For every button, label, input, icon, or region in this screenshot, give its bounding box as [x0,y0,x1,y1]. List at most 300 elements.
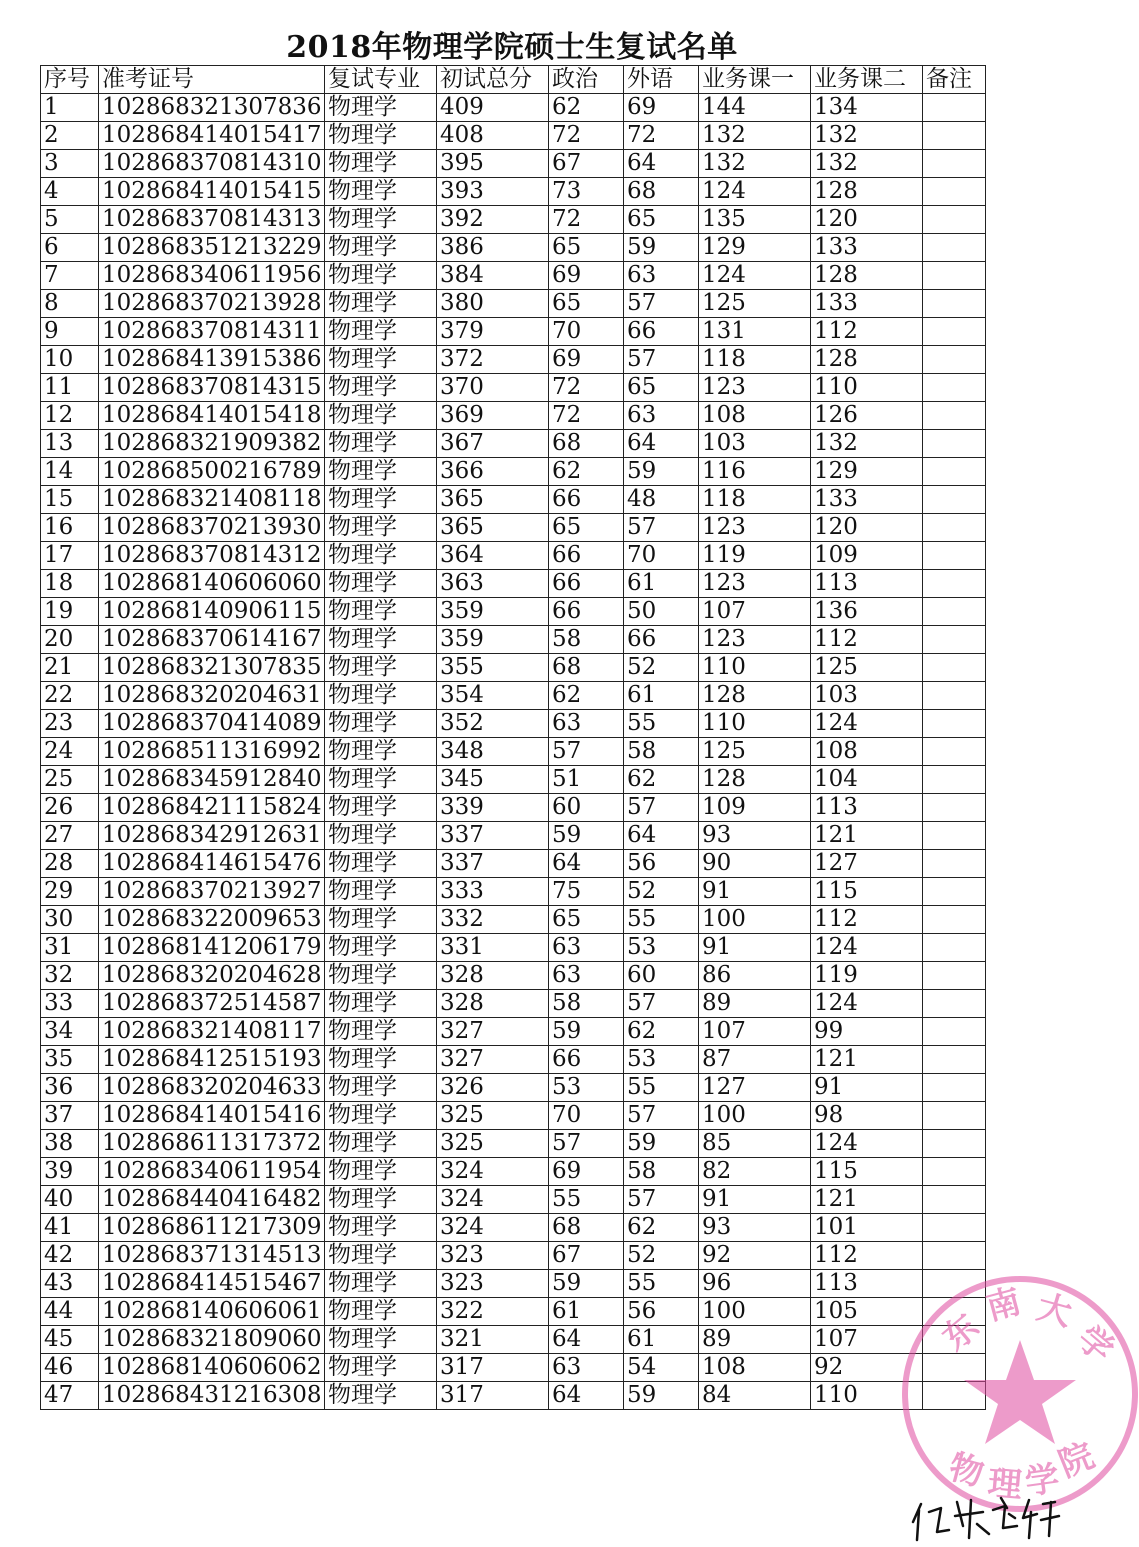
table-cell [923,654,986,682]
table-cell: 37 [41,1102,99,1130]
column-header: 业务课二 [811,66,923,94]
table-cell [923,1186,986,1214]
table-row [41,906,986,934]
table-cell [923,682,986,710]
table-cell: 120 [811,514,923,542]
table-row [41,1382,986,1410]
table-cell: 物理学 [325,738,437,766]
table-cell: 92 [811,1354,923,1382]
table-cell: 102868511316992 [99,738,325,766]
table-cell: 125 [699,290,811,318]
table-cell: 102868611217309 [99,1214,325,1242]
table-cell: 102868321408118 [99,486,325,514]
table-cell: 7 [41,262,99,290]
table-cell: 102868372514587 [99,990,325,1018]
table-cell: 54 [624,1354,699,1382]
table-cell [923,402,986,430]
table-cell: 66 [624,626,699,654]
table-cell [923,906,986,934]
table-cell: 327 [437,1046,549,1074]
table-cell: 102868370414089 [99,710,325,738]
table-cell: 133 [811,486,923,514]
table-cell: 34 [41,1018,99,1046]
table-cell: 366 [437,458,549,486]
table-cell: 物理学 [325,178,437,206]
table-cell [923,94,986,122]
table-cell: 328 [437,990,549,1018]
table-cell: 58 [549,990,624,1018]
table-cell: 19 [41,598,99,626]
table-cell: 26 [41,794,99,822]
table-cell: 354 [437,682,549,710]
table-cell [923,150,986,178]
table-cell: 100 [699,906,811,934]
table-cell: 121 [811,822,923,850]
table-cell: 386 [437,234,549,262]
table-cell: 55 [624,710,699,738]
table-cell: 物理学 [325,1102,437,1130]
table-cell [923,822,986,850]
table-cell: 102868321909382 [99,430,325,458]
table-row [41,682,986,710]
table-cell: 66 [624,318,699,346]
table-row [41,766,986,794]
table-cell: 物理学 [325,1242,437,1270]
table-cell [923,710,986,738]
table-cell: 28 [41,850,99,878]
table-cell: 56 [624,1298,699,1326]
table-cell: 102868370614167 [99,626,325,654]
table-cell: 369 [437,402,549,430]
table-cell: 75 [549,878,624,906]
table-cell: 113 [811,570,923,598]
table-cell: 102868370814310 [99,150,325,178]
table-cell [923,1018,986,1046]
table-cell: 33 [41,990,99,1018]
table-cell: 物理学 [325,654,437,682]
table-row [41,570,986,598]
table-cell: 132 [699,122,811,150]
table-cell: 27 [41,822,99,850]
table-cell: 132 [811,150,923,178]
table-cell: 物理学 [325,150,437,178]
table-cell: 379 [437,318,549,346]
table-cell: 109 [811,542,923,570]
table-cell: 123 [699,514,811,542]
table-row [41,1074,986,1102]
official-seal-icon [895,1272,1139,1517]
column-header: 业务课一 [699,66,811,94]
table-cell [923,1102,986,1130]
table-cell: 102868321307835 [99,654,325,682]
table-cell: 物理学 [325,766,437,794]
table-cell: 58 [549,626,624,654]
table-cell: 25 [41,766,99,794]
table-cell: 108 [699,402,811,430]
table-cell: 134 [811,94,923,122]
table-cell: 332 [437,906,549,934]
table-row [41,542,986,570]
table-cell: 124 [699,262,811,290]
table-cell: 62 [624,766,699,794]
table-cell: 102868342912631 [99,822,325,850]
table-cell: 62 [624,1018,699,1046]
table-cell: 359 [437,598,549,626]
table-cell: 59 [549,1270,624,1298]
table-cell: 108 [699,1354,811,1382]
table-row [41,206,986,234]
table-cell: 物理学 [325,934,437,962]
table-row [41,458,986,486]
table-cell: 367 [437,430,549,458]
table-cell: 物理学 [325,318,437,346]
table-cell: 物理学 [325,374,437,402]
table-row [41,374,986,402]
table-cell: 348 [437,738,549,766]
table-cell: 102868351213229 [99,234,325,262]
table-cell: 144 [699,94,811,122]
table-cell: 物理学 [325,878,437,906]
table-cell: 物理学 [325,1046,437,1074]
svg-text:南: 南 [981,1281,1026,1329]
table-cell: 128 [811,346,923,374]
table-cell: 128 [699,682,811,710]
table-cell: 102868414015416 [99,1102,325,1130]
table-cell [923,1214,986,1242]
table-cell [923,262,986,290]
column-header: 序号 [41,66,99,94]
table-cell: 100 [699,1102,811,1130]
table-cell: 124 [811,710,923,738]
table-cell: 107 [699,598,811,626]
table-cell: 57 [624,1102,699,1130]
table-row [41,1130,986,1158]
table-cell: 38 [41,1130,99,1158]
table-cell: 物理学 [325,1354,437,1382]
table-row [41,878,986,906]
table-cell: 53 [624,934,699,962]
table-cell: 65 [624,374,699,402]
table-cell: 69 [624,94,699,122]
table-cell: 58 [624,738,699,766]
table-row [41,962,986,990]
table-cell: 102868414015415 [99,178,325,206]
table-cell: 物理学 [325,1186,437,1214]
table-row [41,178,986,206]
table-cell: 51 [549,766,624,794]
table-cell: 57 [624,346,699,374]
table-cell: 6 [41,234,99,262]
table-cell: 123 [699,374,811,402]
table-cell: 118 [699,486,811,514]
table-cell [923,794,986,822]
table-row [41,1354,986,1382]
table-row [41,654,986,682]
table-cell: 323 [437,1242,549,1270]
table-cell: 40 [41,1186,99,1214]
table-cell: 85 [699,1130,811,1158]
table-cell: 102868370814313 [99,206,325,234]
table-cell: 72 [549,206,624,234]
table-cell: 59 [624,1382,699,1410]
table-cell: 48 [624,486,699,514]
table-cell: 35 [41,1046,99,1074]
table-cell: 66 [549,1046,624,1074]
table-cell: 102868421115824 [99,794,325,822]
table-cell [923,738,986,766]
table-cell: 102868370213928 [99,290,325,318]
table-row [41,430,986,458]
table-cell: 72 [549,402,624,430]
table-cell: 91 [699,878,811,906]
table-cell: 68 [549,654,624,682]
table-cell: 物理学 [325,570,437,598]
table-row [41,318,986,346]
table-row [41,990,986,1018]
table-cell: 92 [699,1242,811,1270]
table-cell: 物理学 [325,458,437,486]
page-title: 2018年物理学院硕士生复试名单 [286,30,738,65]
table-cell: 110 [811,374,923,402]
table-cell: 110 [699,654,811,682]
table-row [41,934,986,962]
table-cell: 物理学 [325,598,437,626]
table-cell [923,1130,986,1158]
table-cell: 物理学 [325,710,437,738]
table-cell: 57 [624,990,699,1018]
handwritten-signature [905,1482,1085,1542]
table-cell: 55 [624,1074,699,1102]
table-cell: 66 [549,570,624,598]
table-cell: 62 [549,94,624,122]
table-cell: 65 [624,206,699,234]
table-cell: 102868322009653 [99,906,325,934]
table-cell: 64 [549,1326,624,1354]
table-cell: 359 [437,626,549,654]
table-cell: 67 [549,150,624,178]
table-cell: 66 [549,486,624,514]
table-cell: 89 [699,990,811,1018]
table-cell: 317 [437,1354,549,1382]
table-cell: 102868321307836 [99,94,325,122]
table-cell: 102868140606060 [99,570,325,598]
table-cell: 124 [811,990,923,1018]
table-cell: 102868413915386 [99,346,325,374]
table-cell: 72 [549,122,624,150]
table-cell: 102868140606062 [99,1354,325,1382]
table-cell: 370 [437,374,549,402]
table-cell: 14 [41,458,99,486]
table-cell: 15 [41,486,99,514]
table-cell: 物理学 [325,1214,437,1242]
table-row [41,1270,986,1298]
table-cell: 23 [41,710,99,738]
table-cell: 物理学 [325,94,437,122]
table-cell: 392 [437,206,549,234]
table-cell [923,234,986,262]
table-cell: 64 [624,430,699,458]
table-cell: 324 [437,1186,549,1214]
table-row [41,1186,986,1214]
table-cell: 43 [41,1270,99,1298]
table-cell: 72 [549,374,624,402]
table-cell: 91 [699,934,811,962]
table-cell: 物理学 [325,1130,437,1158]
table-row [41,486,986,514]
table-cell: 61 [549,1298,624,1326]
table-row [41,346,986,374]
table-row [41,1046,986,1074]
table-cell: 135 [699,206,811,234]
table-row [41,1018,986,1046]
table-cell: 113 [811,1270,923,1298]
table-cell: 123 [699,570,811,598]
table-row [41,122,986,150]
table-cell: 4 [41,178,99,206]
table-cell: 112 [811,1242,923,1270]
table-cell: 115 [811,1158,923,1186]
table-cell: 102868140906115 [99,598,325,626]
table-row [41,1242,986,1270]
table-row [41,626,986,654]
table-cell [923,458,986,486]
table-cell: 66 [549,542,624,570]
table-cell: 59 [549,1018,624,1046]
table-cell: 73 [549,178,624,206]
table-cell: 364 [437,542,549,570]
table-cell: 102868370814312 [99,542,325,570]
table-cell: 物理学 [325,206,437,234]
table-cell [923,990,986,1018]
table-cell: 物理学 [325,906,437,934]
table-cell: 103 [811,682,923,710]
table-cell: 11 [41,374,99,402]
table-cell [923,850,986,878]
table-cell [923,290,986,318]
table-cell: 68 [624,178,699,206]
table-cell: 64 [624,150,699,178]
table-cell: 89 [699,1326,811,1354]
table-cell [923,346,986,374]
table-cell: 87 [699,1046,811,1074]
table-cell: 112 [811,318,923,346]
table-cell: 24 [41,738,99,766]
table-cell: 102868414015417 [99,122,325,150]
table-cell: 45 [41,1326,99,1354]
table-cell: 322 [437,1298,549,1326]
column-header: 初试总分 [437,66,549,94]
table-cell: 132 [811,122,923,150]
table-cell: 66 [549,598,624,626]
table-row [41,1158,986,1186]
table-row [41,710,986,738]
table-cell: 337 [437,850,549,878]
table-cell: 47 [41,1382,99,1410]
table-cell: 395 [437,150,549,178]
table-cell: 17 [41,542,99,570]
table-cell: 133 [811,234,923,262]
table-cell: 29 [41,878,99,906]
table-cell: 102868321408117 [99,1018,325,1046]
table-cell: 61 [624,682,699,710]
table-cell: 110 [811,1382,923,1410]
table-cell: 60 [549,794,624,822]
table-cell: 102868500216789 [99,458,325,486]
table-cell: 90 [699,850,811,878]
table-cell: 98 [811,1102,923,1130]
table-row [41,150,986,178]
table-cell: 345 [437,766,549,794]
svg-text:东: 东 [935,1306,987,1359]
svg-text:学: 学 [1069,1318,1121,1371]
table-cell: 129 [699,234,811,262]
table-cell: 408 [437,122,549,150]
table-cell: 63 [624,402,699,430]
table-cell: 12 [41,402,99,430]
table-cell [923,1046,986,1074]
table-cell: 16 [41,514,99,542]
table-cell: 393 [437,178,549,206]
table-cell: 333 [437,878,549,906]
table-cell: 69 [549,1158,624,1186]
table-cell: 102868431216308 [99,1382,325,1410]
table-cell: 9 [41,318,99,346]
table-cell: 365 [437,514,549,542]
table-cell: 46 [41,1354,99,1382]
table-cell: 380 [437,290,549,318]
table-cell: 324 [437,1158,549,1186]
table-cell: 57 [549,738,624,766]
table-cell: 18 [41,570,99,598]
table-cell: 物理学 [325,990,437,1018]
table-cell: 126 [811,402,923,430]
table-cell: 物理学 [325,542,437,570]
table-cell: 61 [624,570,699,598]
table-cell: 物理学 [325,1270,437,1298]
table-cell: 112 [811,626,923,654]
table-cell: 363 [437,570,549,598]
table-row [41,402,986,430]
table-cell: 102868371314513 [99,1242,325,1270]
table-cell [923,374,986,402]
table-cell: 131 [699,318,811,346]
table-cell: 102868611317372 [99,1130,325,1158]
table-cell: 68 [549,430,624,458]
candidate-table [40,65,986,1410]
table-cell: 物理学 [325,1382,437,1410]
table-cell: 63 [549,962,624,990]
table-cell: 物理学 [325,122,437,150]
table-cell: 328 [437,962,549,990]
table-cell: 57 [549,1130,624,1158]
table-cell: 102868414515467 [99,1270,325,1298]
table-row [41,262,986,290]
table-cell: 63 [549,710,624,738]
table-cell: 93 [699,822,811,850]
table-cell: 96 [699,1270,811,1298]
table-cell: 102868141206179 [99,934,325,962]
table-cell: 物理学 [325,486,437,514]
table-cell: 50 [624,598,699,626]
column-header: 复试专业 [325,66,437,94]
table-cell: 53 [549,1074,624,1102]
table-body [41,94,986,1410]
table-cell: 324 [437,1214,549,1242]
table-cell: 68 [549,1214,624,1242]
table-cell: 132 [811,430,923,458]
table-cell [923,178,986,206]
svg-text:院: 院 [1053,1435,1100,1486]
